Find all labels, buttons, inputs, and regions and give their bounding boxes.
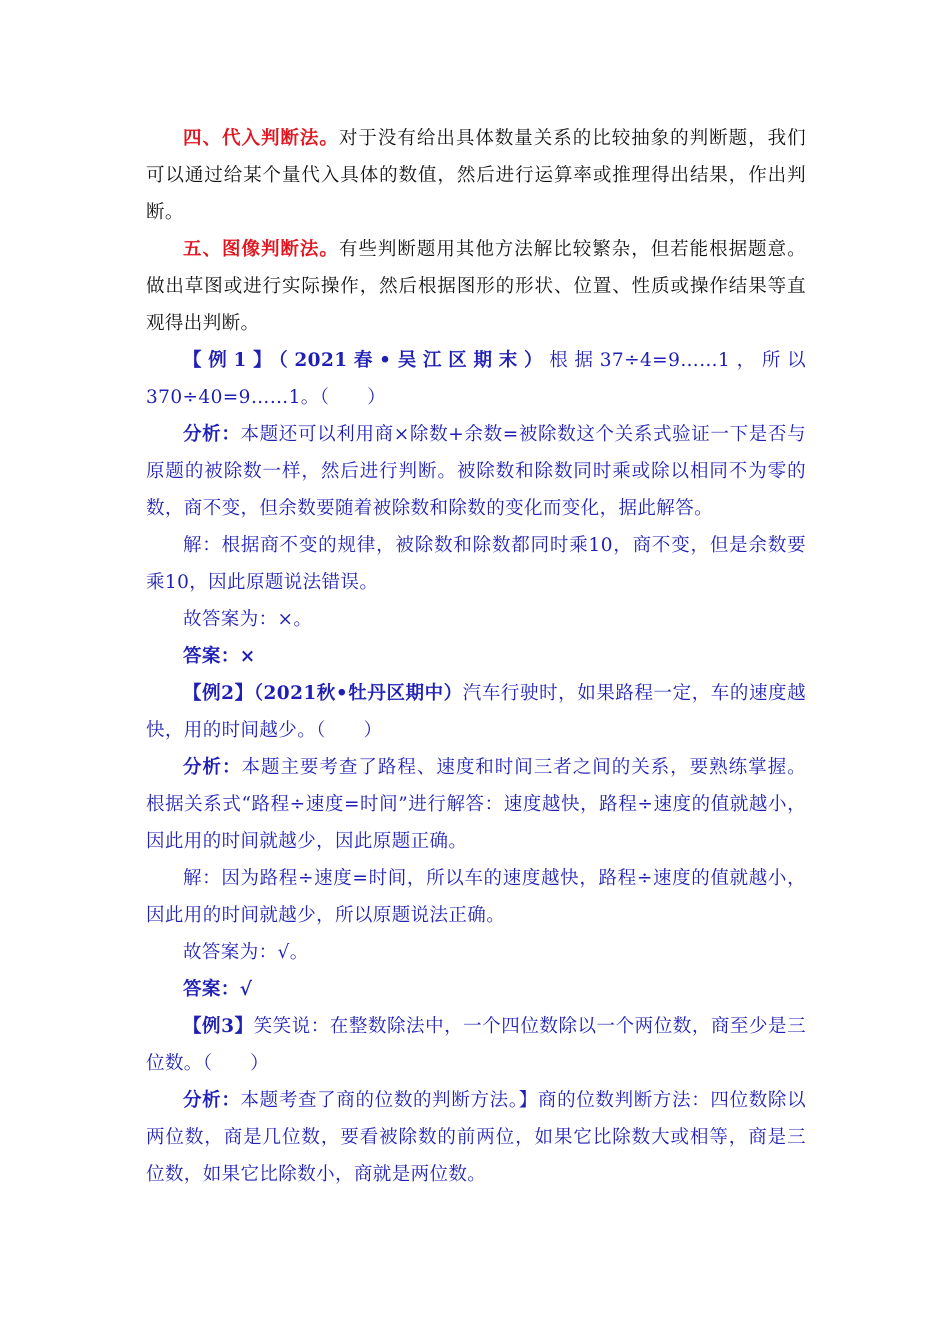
example-1-question xyxy=(146,342,806,416)
example-3-label: 【例3】 xyxy=(183,1016,254,1037)
example-2-label: 【例2】 xyxy=(183,683,254,704)
example-1-conclusion: 故答案为：×。 xyxy=(183,609,313,630)
example-3-analysis-label: 分析： xyxy=(183,1090,241,1111)
example-1-analysis xyxy=(146,416,806,527)
method-5-text: 有些判断题用其他方法解比较繁杂，但若能根据题意。做出草图或进行实际操作，然后根据图形的形状、位置、性质或操作结果等直观得出判断。 xyxy=(146,239,807,334)
example-2-solution: 解：因为路程÷速度=时间，所以车的速度越快，路程÷速度的值就越小，因此用的时间就越少，所以原题说法正确。 xyxy=(146,868,806,926)
example-3-question xyxy=(146,1008,806,1082)
example-2-analysis xyxy=(146,749,806,860)
example-1-label: 【例1】 xyxy=(183,350,279,371)
method-5-heading: 五、图像判断法。 xyxy=(183,239,339,260)
example-3-question-text: 笑笑说：在整数除法中，一个四位数除以一个两位数，商至少是三位数。（ ） xyxy=(146,1016,806,1074)
example-1-question-text: 根据37÷4=9……1，所以370÷40=9……1。（ ） xyxy=(146,350,806,408)
example-3-analysis-text: 本题考查了商的位数的判断方法。】商的位数判断方法：四位数除以两位数，商是几位数，要看被除数的前两位，如果它比除数大或相等，商是三位数，如果它比除数小，商就是两位数。 xyxy=(146,1090,806,1185)
example-1-analysis-text: 本题还可以利用商×除数+余数=被除数这个关系式验证一下是否与原题的被除数一样，然后进行判断。被除数和除数同时乘或除以相同不为零的数，商不变，但余数要随着被除数和除数的变化而变化，据此解答。 xyxy=(146,424,806,519)
example-2-question-text: 汽车行驶时，如果路程一定，车的速度越快，用的时间越少。（ ） xyxy=(146,683,807,741)
example-2-answer: 答案：√ xyxy=(183,979,253,1000)
example-1-solution: 解：根据商不变的规律，被除数和除数都同时乘10，商不变，但是余数要乘10，因此原题说法错误。 xyxy=(146,535,806,593)
example-1-answer: 答案：× xyxy=(183,646,256,667)
example-2-question xyxy=(146,675,806,749)
example-3-analysis xyxy=(146,1082,806,1193)
example-2-analysis-text: 本题主要考查了路程、速度和时间三者之间的关系，要熟练掌握。根据关系式“路程÷速度=时间”进行解答：速度越快，路程÷速度的值就越小，因此用的时间就越少，因此原题正确。 xyxy=(146,757,806,852)
method-4-text: 对于没有给出具体数量关系的比较抽象的判断题，我们可以通过给某个量代入具体的数值，然后进行运算率或推理得出结果，作出判断。 xyxy=(146,128,807,223)
method-5-paragraph xyxy=(146,231,806,342)
example-2-analysis-label: 分析： xyxy=(183,757,242,778)
method-4-heading: 四、代入判断法。 xyxy=(183,128,339,149)
example-2-conclusion: 故答案为：√。 xyxy=(183,942,309,963)
example-2-source: （2021秋•牡丹区期中） xyxy=(253,683,463,704)
example-1-source: （2021春•吴江区期末） xyxy=(278,350,550,371)
example-1-analysis-label: 分析： xyxy=(183,424,241,445)
method-4-paragraph xyxy=(146,120,806,231)
